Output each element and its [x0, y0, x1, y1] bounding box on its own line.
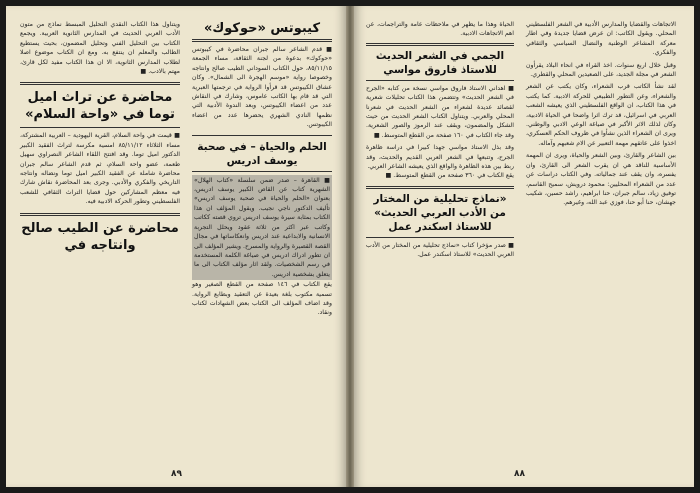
- headline-rule: [192, 39, 332, 42]
- article-idris-text-2: يقع الكتاب في ١٤٦ صفحة من القطع الصغير وهو تسمية مكتوب بلغة بعيدة عن التعقيد وبطابع الرواية. وقد اضاف المؤلف الى الكتاب بعض الشهادات لكتاب ونقاد.: [192, 281, 333, 317]
- article-intro-text: الحياة وهذا ما يظهر في ملاحظات عامة والتراجمات، عن اهم الاتجاهات الادبية.: [366, 21, 514, 38]
- article-continued-text-3: لقد نشأ الكاتب قرب الشعراء، وكان يكتب عن الشعر والشعراء، وعن التطور الطبيعي للحركة الادبية. كما يكتب في هذا الكتاب، ان الواقع الفلسطيني الذي يعيشه الشعب العربي في اسرائيل، قد ترك اثرا واضحا في الحياة الادبية، وكان لذلك الاثر الأكبر في صياغة الوعي الادبي والوطني. ويرى ان الشعراء الذين نشأوا في ظروف الحكم العسكري، اخذوا على عاتقهم مهمة التعبير عن الام شعبهم وآماله.: [526, 83, 676, 147]
- divider: [366, 43, 514, 46]
- headline-farouk-mawasi: الجمي في الشعر الحديث للاستاذ فاروق مواسي: [375, 49, 505, 76]
- right-page: [354, 6, 694, 487]
- headline-iskandar-amal: «نماذج تحليلية من المختار من الأدب العربي الحديث» للاستاذ اسكندر عمل: [373, 192, 507, 233]
- article-mawasi-text: ■ اهداني الاستاذ فاروق مواسي نسخة من كتابه «الجرح في الشعر الحديث» وتتضمن هذا الكتاب تحليلات شعرية لقصائد عديدة لشعراء من الشعر الحديث في شعرنا المحلي والعربي. ويتناول الكتاب الشعر الحديث من حيث الشكل والمضمون، ويقف عند الرموز والصور الشعرية. وقد جاء الكتاب في ١٦٠ صفحة من القطع المتوسط. ■: [366, 84, 514, 139]
- article-analysis-continued: ويتناول هذا الكتاب النقدي التحليل المبسط نماذج من متون الأدب العربي الحديث في المدارس الثانوية العربية. ويجمع الكتاب بين التحليل الفني وتحليل المضمون، بحيث يستطيع الطالب والمعلم ان ينتفع به. ومع ان الكتاب موضوع اصلا لطلاب المدارس الثانوية، الا ان هذا الكتاب مفيد لكل قارئ، مهتم بالادب. ■: [20, 21, 180, 76]
- article-continued-text-1: الاتجاهات والقضايا والمدارس الأدبية في الشعر الفلسطيني المحلي. ويقول الكاتب: ان عرض قضايا جديدة وفي اطار معركة المشاعر الوطنية والنضال السياسي والثقافي والفكري.: [526, 21, 676, 57]
- article-continued-text-4: بين الشاعر والقارئ، وبين الشعر والحياة، ويرى ان المهمة الأساسية للناقد هي ان يقرب الشعر الى القارئ، وان يفسره، وان يقف عند جمالياته. وفي الكتاب دراسات عن عدد من الشعراء المحليين: محمود درويش، سميح القاسم، توفيق زياد، سالم جبران، حنا ابراهيم، راشد حسين، شكيب جهشان، حنا أبو حنا، فوزي عبد الله، وغيرهم.: [526, 152, 676, 207]
- page-number-right: ٨٨: [514, 469, 525, 479]
- right-page-left-column: [366, 20, 514, 260]
- article-emile-touma-text: ■ قيمت في واحة السلام، القرية اليهودية – العربية المشتركة، مساء الثلاثاء ٨٥/١١/١٢ امسية مكرسة لتراث الفقيد الكبير الدكتور اميل توما. وقد افتتح اللقاء الشاعر النصراوي سهيل طعمة، عضو واحة السلام، ثم قدم الشاعر سالم جبران محاضرة شاملة عن الفقيد الكبير اميل توما ونضاله وانتاجه التاريخي والفكري والأدبي. وجرى بعد المحاضرة نقاش شارك فيه معظم المشاركين حول قضايا التراث الثقافي للشعب الفلسطيني وتطور الحركة الادبية فيه.: [20, 132, 180, 206]
- divider: [20, 82, 180, 85]
- divider: [192, 171, 332, 172]
- book-gutter: [346, 6, 354, 487]
- magazine-spread: [6, 6, 694, 487]
- divider: [20, 213, 180, 216]
- divider: [192, 135, 332, 136]
- divider: [366, 186, 514, 189]
- divider: [20, 127, 180, 128]
- article-kibbutz-text: ■ قدم الشاعر سالم جبران محاضرة في كيبوتس «حوكوك» بدعوة من لجنة الثقافة، مساء الجمعة ٨٥/١١/١٥، حول الكتاب السوداني الطيب صالح وانتاجه وخصوصا رواية «موسم الهجرة الى الشمال». وكان عشاق الكيبوتس قد قرأوا الرواية في ترجمتها العبرية التي قد قام بها الكاتب عاموس، وشارك في النقاش عدد من اعضاء الكيبوتس، وبعد الندوة الأدبية التي نظمها النادي الشهري يحضرها عدد من اعضاء الكيبوتس.: [192, 46, 332, 129]
- headline-dream-and-life: الحلم والحياة – في صحبة يوسف ادريس: [197, 140, 327, 167]
- headline-kibbutz-hukuk: كيبوتس «حوكوك»: [203, 21, 321, 36]
- article-mawasi-text-3: يقع الكتاب في ٣٦٠ صفحة من القطع المتوسط. ■: [385, 172, 514, 180]
- divider: [366, 80, 514, 81]
- article-idris-text: ■ القاهرة – صدر ضمن سلسلة «كتاب الهلال» الشهرية كتاب عن القاص الكبير يوسف ادريس، بعنوان «الحلم والحياة في صحبة يوسف ادريس» تأليف الدكتور ناجي نجيب. ويقول المؤلف ان هذا الكتاب بمثابة سيرة يوسف ادريس تروي قصته ككاتب وكاتب عبر اكثر من ثلاثة عقود ويحلل التجربة الانسانية والابداعية عند ادريس وانعكاساتها في مجال القصة القصيرة والرواية والمسرح. ويشير المؤلف الى ان تطور ادراك ادريس في صياغة الكلمة المستخدمة في رسم الشخصيات. ولقد اثار مؤلف الكتاب الى ما يتعلق بشخصية ادريس.: [192, 175, 332, 280]
- left-page-right-column: [192, 20, 332, 318]
- article-iskandar-text: ■ صدر مؤخرا كتاب «نماذج تحليلية من المختار من الأدب العربي الحديث» للاستاذ اسكندر عمل.: [366, 241, 514, 259]
- divider: [366, 237, 514, 238]
- left-page-left-column: [20, 20, 180, 254]
- article-continued-text-2: وقبل خلال اربع سنوات. اخذ القراء في انحاء البلاد يقرأون الشعر في مجلة الجديد، على الصعيدين المحلي والقطري.: [526, 61, 676, 79]
- right-page-right-column: [526, 20, 676, 208]
- article-mawasi-text-2: وقد بذل الاستاذ مواسي جهدا كبيرا في دراسة ظاهرة الجرح، وتتبعها في الشعر العربي القديم والحديث، وقد ربط بين هذه الظاهرة والواقع الذي يعيشه الشاعر العربي.: [366, 144, 514, 171]
- headline-emile-touma: محاضرة عن تراث اميل توما في «واحة السلام»: [25, 90, 175, 123]
- left-page: [6, 6, 346, 487]
- page-number-left: ٨٩: [171, 469, 182, 479]
- headline-tayeb-salih: محاضرة عن الطيب صالح وانتاجه في: [21, 220, 179, 253]
